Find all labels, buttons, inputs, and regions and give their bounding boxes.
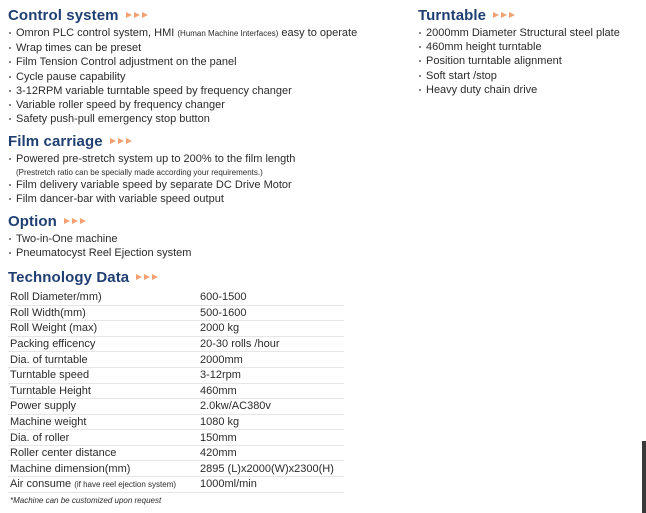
- row-label: Air consume (if have reel ejection system): [8, 477, 198, 493]
- list-item: Film Tension Control adjustment on the panel: [8, 55, 408, 69]
- table-row: [8, 352, 344, 368]
- technology-data-section: [8, 266, 408, 504]
- option-list: [8, 232, 408, 260]
- technology-data-table: [8, 289, 344, 492]
- list-item: Cycle pause capability: [8, 70, 408, 84]
- row-value: 500-1600: [198, 305, 344, 321]
- row-label: Machine weight: [8, 414, 198, 430]
- list-item: 3-12RPM variable turntable speed by frequency changer: [8, 84, 408, 98]
- left-column: [8, 4, 408, 507]
- list-item: Variable roller speed by frequency changer: [8, 98, 408, 112]
- table-row: [8, 289, 344, 305]
- list-item: Wrap times can be preset: [8, 41, 408, 55]
- table-row: [8, 461, 344, 477]
- row-value: 2.0kw/AC380v: [198, 399, 344, 415]
- row-value: 20-30 rolls /hour: [198, 336, 344, 352]
- list-item: Film delivery variable speed by separate DC Drive Motor: [8, 178, 408, 192]
- turntable-title: Turntable: [418, 6, 487, 24]
- item-note: (Human Machine Interfaces): [177, 29, 279, 38]
- triple-arrow-icon: [136, 274, 158, 280]
- list-item: Omron PLC control system, HMI (Human Machine Interfaces) easy to operate: [8, 26, 408, 41]
- row-value: 600-1500: [198, 289, 344, 305]
- row-label: Power supply: [8, 399, 198, 415]
- row-value: 2000mm: [198, 352, 344, 368]
- table-row: [8, 477, 344, 493]
- list-item: 460mm height turntable: [418, 40, 643, 54]
- film-carriage-section: [8, 130, 408, 206]
- row-value: 460mm: [198, 383, 344, 399]
- list-item: Safety push-pull emergency stop button: [8, 112, 408, 126]
- control-system-section: [8, 4, 408, 126]
- list-item: Pneumatocyst Reel Ejection system: [8, 246, 408, 260]
- row-label: Turntable speed: [8, 367, 198, 383]
- customization-footnote: *Machine can be customized upon request: [10, 495, 162, 505]
- table-row: [8, 367, 344, 383]
- triple-arrow-icon: [126, 12, 148, 18]
- list-item: Powered pre-stretch system up to 200% to the film length: [8, 152, 408, 166]
- list-item: Heavy duty chain drive: [418, 83, 643, 97]
- list-item: Position turntable alignment: [418, 54, 643, 68]
- technology-data-heading: [8, 266, 408, 288]
- table-row: [8, 305, 344, 321]
- row-label-note: (if have reel ejection system): [74, 480, 177, 490]
- list-item: Two-in-One machine: [8, 232, 408, 246]
- right-column: [418, 4, 643, 99]
- turntable-list: [418, 26, 643, 97]
- row-value: 420mm: [198, 445, 344, 461]
- control-system-title: Control system: [8, 6, 119, 24]
- row-label: Dia. of roller: [8, 430, 198, 446]
- table-row: [8, 445, 344, 461]
- row-value: 2000 kg: [198, 321, 344, 337]
- row-label: Roll Weight (max): [8, 321, 198, 337]
- table-row: [8, 321, 344, 337]
- row-value: 1000ml/min: [198, 477, 344, 493]
- option-section: [8, 210, 408, 260]
- control-system-list: [8, 26, 408, 126]
- table-row: [8, 414, 344, 430]
- control-system-heading: [8, 4, 408, 26]
- turntable-heading: [418, 4, 643, 26]
- row-label: Turntable Height: [8, 383, 198, 399]
- row-value: 1080 kg: [198, 414, 344, 430]
- triple-arrow-icon: [493, 12, 515, 18]
- row-value: 2895 (L)x2000(W)x2300(H): [198, 461, 344, 477]
- row-label: Packing efficency: [8, 336, 198, 352]
- technology-data-title: Technology Data: [8, 268, 130, 286]
- table-row: [8, 399, 344, 415]
- film-carriage-list-continued: [8, 178, 408, 206]
- film-carriage-list: [8, 152, 408, 166]
- triple-arrow-icon: [64, 218, 86, 224]
- edge-bar: [642, 441, 646, 513]
- row-label: Machine dimension(mm): [8, 461, 198, 477]
- table-row: [8, 336, 344, 352]
- option-title: Option: [8, 212, 57, 230]
- film-carriage-title: Film carriage: [8, 132, 103, 150]
- table-row: [8, 383, 344, 399]
- list-item: Soft start /stop: [418, 69, 643, 83]
- row-label: Roll Diameter/mm): [8, 289, 198, 305]
- row-label: Dia. of turntable: [8, 352, 198, 368]
- row-value: 3-12rpm: [198, 367, 344, 383]
- film-carriage-heading: [8, 130, 408, 152]
- option-heading: [8, 210, 408, 232]
- triple-arrow-icon: [110, 138, 132, 144]
- row-label: Roll Width(mm): [8, 305, 198, 321]
- row-label: Roller center distance: [8, 445, 198, 461]
- prestretch-note: (Prestretch ratio can be specially made according your requirements.): [16, 167, 263, 177]
- turntable-section: [418, 4, 643, 97]
- list-item: 2000mm Diameter Structural steel plate: [418, 26, 643, 40]
- table-row: [8, 430, 344, 446]
- row-value: 150mm: [198, 430, 344, 446]
- list-item: Film dancer-bar with variable speed output: [8, 192, 408, 206]
